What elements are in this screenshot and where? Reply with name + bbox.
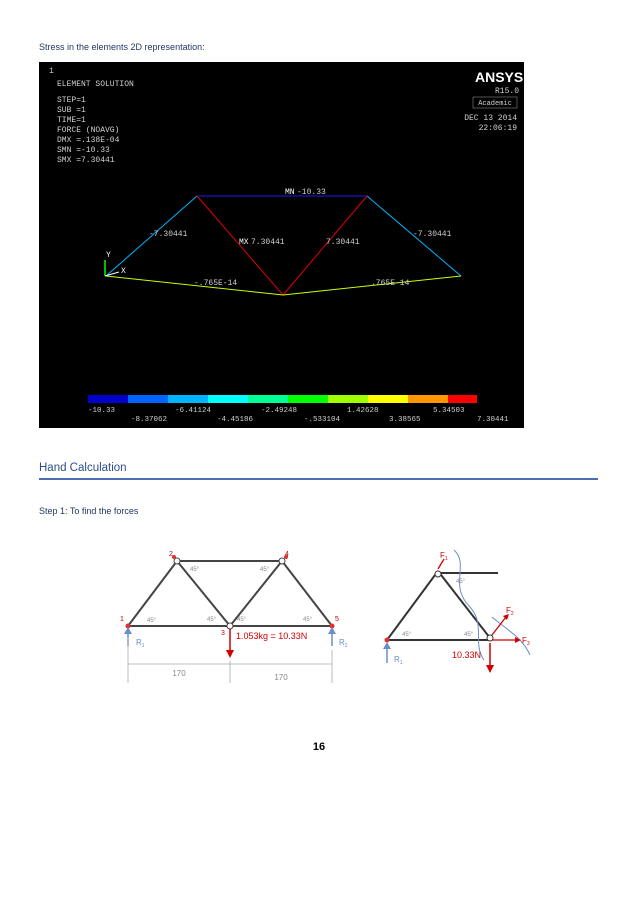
- dim-left-value: 170: [172, 669, 186, 678]
- fbd-reaction-head: [383, 642, 391, 649]
- force-f3-label: $F_3$: [522, 636, 530, 647]
- fbd-load-label: 10.33N: [452, 650, 482, 660]
- info-dmx: DMX =.138E-04: [57, 136, 120, 145]
- label-bottom-right: .765E-14: [371, 279, 410, 288]
- label-mn: MN: [285, 188, 295, 197]
- joint-4: [279, 558, 285, 564]
- fbd-reaction-label: $R_1$: [394, 655, 403, 666]
- stress-caption: Stress in the elements 2D representation:: [39, 42, 205, 52]
- ansys-logo: ANSYS: [475, 69, 524, 85]
- ansys-edition: Academic: [478, 100, 512, 108]
- force-f1-label: $F_1$: [440, 551, 448, 562]
- load-label: 1.053kg = 10.33N: [236, 631, 308, 641]
- node-1-label: 1: [120, 616, 124, 623]
- legend-swatch-5: [248, 395, 288, 403]
- reaction-r1-head: [124, 627, 132, 634]
- legend-value-8: 3.38565: [389, 416, 421, 424]
- ansys-time: 22:06:19: [478, 124, 517, 133]
- fbd-angle-left: 45°: [402, 632, 412, 638]
- label-bottom-left: -.765E-14: [194, 279, 238, 288]
- legend-value-7: 1.42628: [347, 407, 379, 415]
- legend-swatch-1: [88, 395, 128, 403]
- section-heading: Hand Calculation: [39, 462, 127, 474]
- legend-value-10: 7.30441: [477, 416, 509, 424]
- reaction-r1-label: $R_1$: [136, 638, 145, 649]
- contour-legend: [88, 395, 477, 403]
- section-rule: [39, 478, 598, 480]
- reaction-r2-label: $R_2$: [339, 638, 348, 649]
- label-top-value: -10.33: [297, 188, 326, 197]
- info-step: STEP=1: [57, 96, 86, 105]
- legend-swatch-6: [288, 395, 328, 403]
- legend-swatch-3: [168, 395, 208, 403]
- ansys-plot: [39, 62, 524, 428]
- fbd-member-left: [387, 571, 438, 640]
- fbd-angle-top: 45°: [456, 579, 466, 585]
- ansys-result-panel: [39, 62, 524, 428]
- force-f2-label: $F_2$: [506, 606, 514, 617]
- member-1-2: [128, 561, 177, 626]
- fbd-angle-right: 45°: [464, 632, 474, 638]
- info-force: FORCE (NOAVG): [57, 126, 120, 135]
- window-number: 1: [49, 67, 54, 76]
- legend-swatch-2: [128, 395, 168, 403]
- legend-swatch-9: [408, 395, 448, 403]
- triad-x-label: X: [121, 267, 126, 276]
- dim-right-value: 170: [274, 673, 288, 682]
- ansys-version: R15.0: [494, 87, 519, 96]
- label-mx: MX: [239, 238, 249, 247]
- legend-value-9: 5.34503: [433, 407, 465, 415]
- angle-label-1: 45°: [147, 618, 157, 624]
- angle-label-6: 45°: [303, 617, 313, 623]
- legend-swatch-7: [328, 395, 368, 403]
- load-arrow-head: [226, 650, 234, 658]
- ansys-date: DEC 13 2014: [464, 114, 517, 123]
- node-5-label: 5: [335, 616, 339, 623]
- node-3-label: 3: [221, 630, 225, 637]
- info-smx: SMX =7.30441: [57, 156, 115, 165]
- node-4-label: 4: [285, 551, 289, 558]
- page-number: 16: [312, 741, 326, 753]
- triad-y-label: Y: [106, 251, 111, 260]
- joint-2: [174, 558, 180, 564]
- legend-swatch-10: [448, 395, 477, 403]
- fbd-section-cut-left: [454, 550, 484, 660]
- truss-diagram: [110, 540, 370, 690]
- fbd-load-head: [486, 665, 494, 673]
- angle-label-5: 45°: [260, 567, 270, 573]
- legend-value-4: -4.45186: [217, 416, 254, 424]
- legend-value-2: -8.37062: [131, 416, 168, 424]
- reaction-r2-head: [328, 627, 336, 634]
- legend-value-1: -10.33: [88, 407, 116, 415]
- label-left-diagonal: -7.30441: [149, 230, 188, 239]
- info-smn: SMN =-10.33: [57, 146, 110, 155]
- legend-swatch-4: [208, 395, 248, 403]
- label-mid-left-value: 7.30441: [251, 238, 285, 247]
- legend-value-6: -.533104: [304, 416, 341, 424]
- triad-x-axis: [105, 272, 119, 276]
- legend-swatch-8: [368, 395, 408, 403]
- member-2-3: [177, 561, 230, 626]
- label-right-diagonal: -7.30441: [413, 230, 452, 239]
- fbd-node-left: [385, 638, 390, 643]
- fbd-joint-top: [435, 571, 441, 577]
- angle-label-4: 45°: [237, 617, 247, 623]
- joint-3: [227, 623, 233, 629]
- step-heading: Step 1: To find the forces: [39, 506, 139, 516]
- ansys-title: ELEMENT SOLUTION: [57, 80, 134, 89]
- legend-value-3: -6.41124: [175, 407, 212, 415]
- info-sub: SUB =1: [57, 106, 86, 115]
- legend-value-5: -2.49248: [261, 407, 298, 415]
- angle-label-3: 45°: [207, 617, 217, 623]
- force-f1-shaft: [438, 559, 444, 569]
- info-time: TIME=1: [57, 116, 86, 125]
- free-body-diagram: [372, 545, 542, 675]
- label-mid-right: 7.30441: [326, 238, 360, 247]
- node-2-label: 2: [169, 551, 173, 558]
- angle-label-2: 45°: [190, 567, 200, 573]
